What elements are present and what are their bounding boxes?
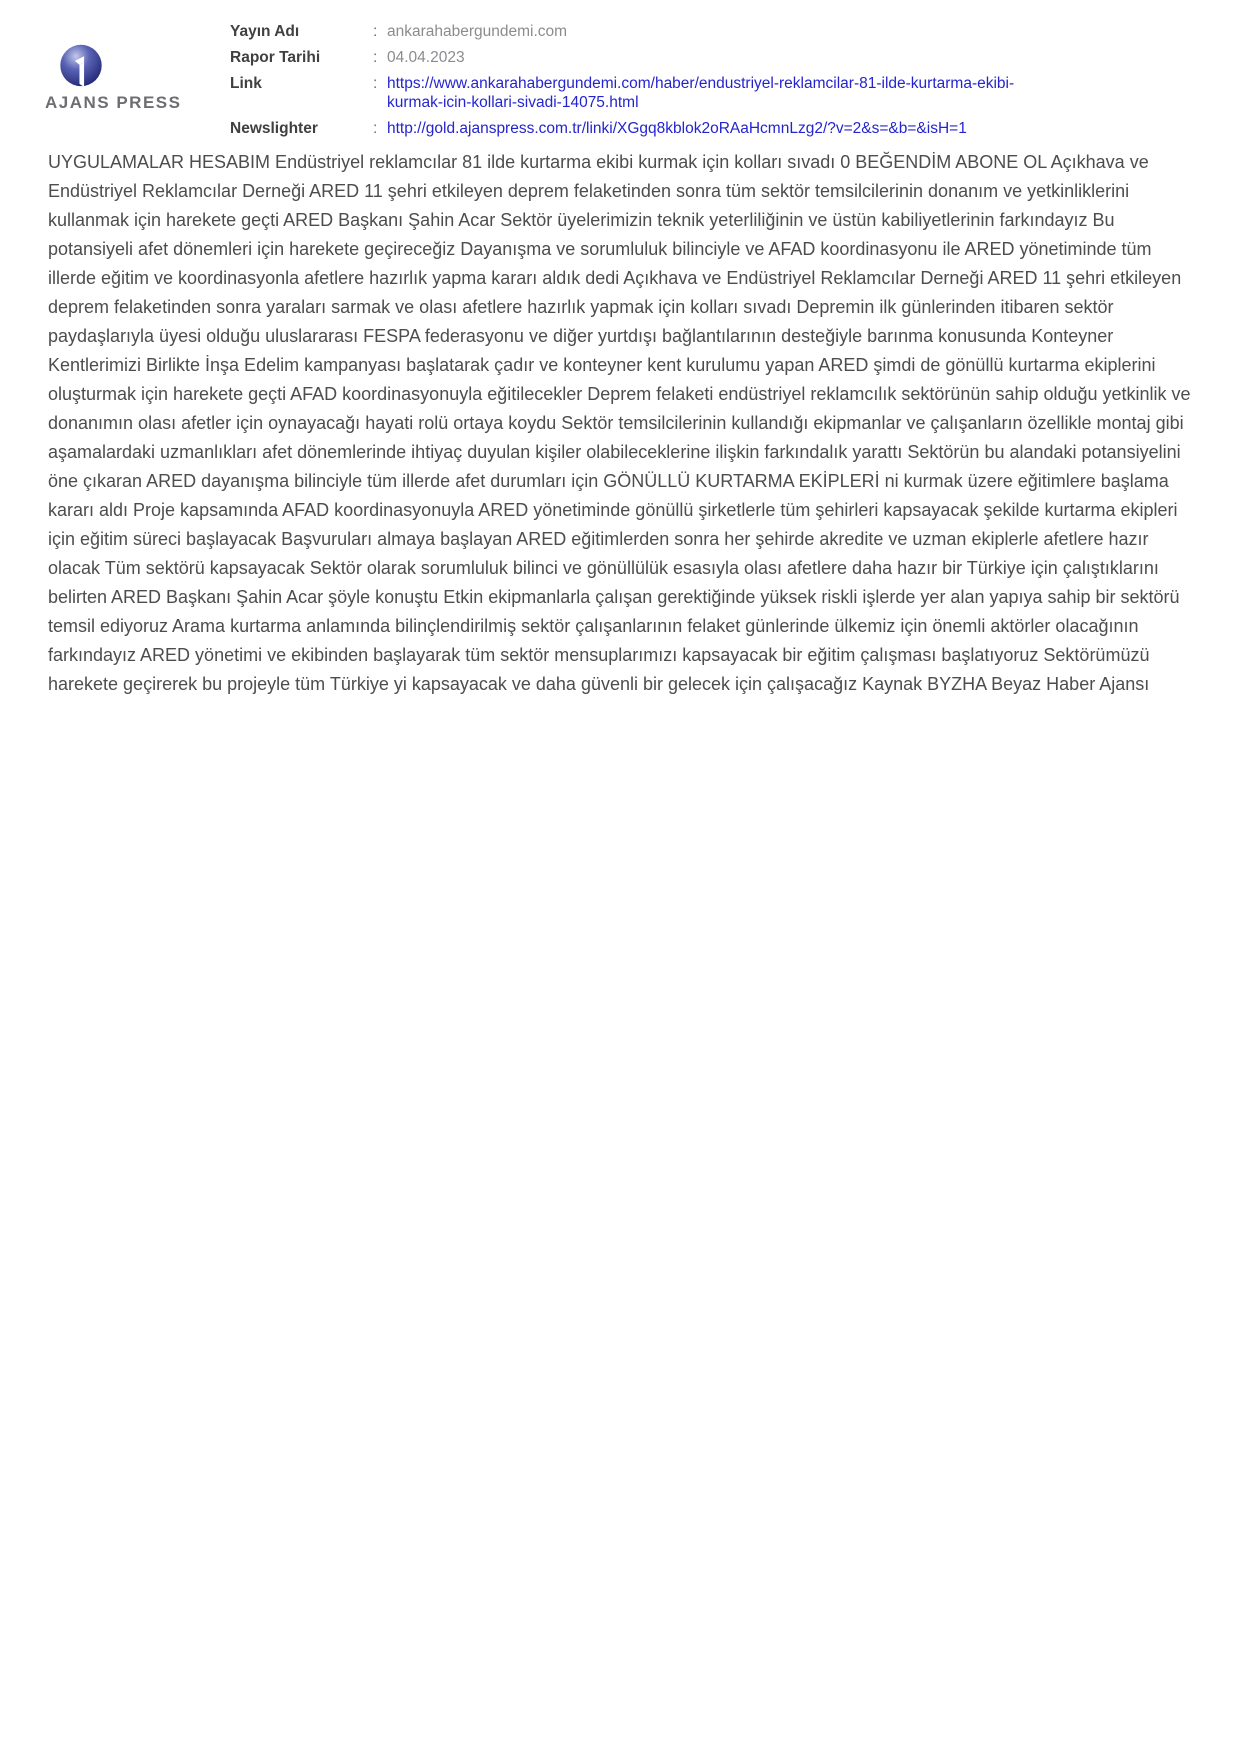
meta-separator: : (373, 23, 378, 40)
meta-row-link (230, 74, 1130, 112)
meta-separator: : (373, 49, 378, 66)
meta-row-rapor-tarihi (230, 48, 1130, 67)
newslighter-url-link[interactable]: http://gold.ajanspress.com.tr/linki/XGgq8kblok2oRAaHcmnLzg2/?v=2&s=&b=&isH=1 (387, 120, 967, 137)
meta-label-yayin-adi: Yayın Adı (230, 23, 300, 40)
meta-row-yayin-adi (230, 22, 1130, 41)
ajans-press-logo (45, 44, 205, 113)
article-section (48, 148, 1196, 699)
meta-row-newslighter (230, 119, 1130, 138)
meta-separator: : (373, 75, 378, 92)
meta-label-rapor-tarihi: Rapor Tarihi (230, 49, 321, 66)
meta-separator: : (373, 120, 378, 137)
meta-label-newslighter: Newslighter (230, 120, 318, 137)
brand-name: AJANS PRESS (45, 93, 182, 112)
article-url-link[interactable]: https://www.ankarahabergundemi.com/haber/endustriyel-reklamcilar-81-ilde-kurtarma-ekibi-kurmak-icin-kollari-sivadi-14075.html (387, 75, 1015, 111)
report-meta (230, 22, 1130, 145)
article-body: UYGULAMALAR HESABIM Endüstriyel reklamcılar 81 ilde kurtarma ekibi kurmak için kolları sıvadı 0 BEĞENDİM ABONE OL Açıkhava ve Endüstriyel Reklamcılar Derneği ARED 11 şehri etkileyen deprem felaketinden sonra tüm sektör temsilcilerinin donanım ve yetkinliklerini kullanmak için harekete geçti ARED Başkanı Şahin Acar Sektör üyelerimizin teknik yeterliliğinin ve üstün kabiliyetlerinin farkındayız Bu potansiyeli afet dönemleri için harekete geçireceğiz Dayanışma ve sorumluluk bilinciyle ve AFAD koordinasyonu ile ARED yönetiminde tüm illerde eğitim ve koordinasyonla afetlere hazırlık yapma kararı aldık dedi Açıkhava ve Endüstriyel Reklamcılar Derneği ARED 11 şehri etkileyen deprem felaketinden sonra yaraları sarmak ve olası afetlere hazırlık yapmak için kolları sıvadı Depremin ilk günlerinden itibaren sektör paydaşlarıyla üyesi olduğu uluslararası FESPA federasyonu ve diğer yurtdışı bağlantılarının desteğiyle barınma konusunda Konteyner Kentlerimizi Birlikte İnşa Edelim kampanyası başlatarak çadır ve konteyner kent kurulumu yapan ARED şimdi de gönüllü kurtarma ekiplerini oluşturmak için harekete geçti AFAD koordinasyonuyla eğitilecekler Deprem felaketi endüstriyel reklamcılık sektörünün sahip olduğu yetkinlik ve donanımın olası afetler için oynayacağı hayati rolü ortaya koydu Sektör temsilcilerinin kullandığı ekipmanlar ve çalışanların özellikle montaj gibi aşamalardaki uzmanlıkları afet dönemlerinde ihtiyaç duyulan kişiler olabileceklerine ilişkin farkındalık yarattı Sektörün bu alandaki potansiyelini öne çıkaran ARED dayanışma bilinciyle tüm illerde afet durumları için GÖNÜLLÜ KURTARMA EKİPLERİ ni kurmak üzere eğitimlere başlama kararı aldı Proje kapsamında AFAD koordinasyonuyla ARED yönetiminde gönüllü şirketlerle tüm şehirleri kapsayacak şekilde kurtarma ekipleri için eğitim süreci başlayacak Başvuruları almaya başlayan ARED eğitimlerden sonra her şehirde akredite ve uzman ekiplerle afetlere hazır olacak Tüm sektörü kapsayacak Sektör olarak sorumluluk bilinci ve gönüllülük esasıyla olası afetlere daha hazır bir Türkiye için çalıştıklarını belirten ARED Başkanı Şahin Acar şöyle konuştu Etkin ekipmanlarla çalışan gerektiğinde yüksek riskli işlerde yer alan yapıya sahip bir sektörü temsil ediyoruz Arama kurtarma anlamında bilinçlendirilmiş sektör çalışanlarının felaket günlerinde ülkemiz için önemli aktörler olacağının farkındayız ARED yönetimi ve ekibinden başlayarak tüm sektör mensuplarımızı kapsayacak bir eğitim çalışması başlatıyoruz Sektörümüzü harekete geçirerek bu projeyle tüm Türkiye yi kapsayacak ve daha güvenli bir gelecek için çalışacağız Kaynak BYZHA Beyaz Haber Ajansı (48, 152, 1191, 694)
ajans-press-globe-icon (58, 44, 104, 90)
meta-label-link: Link (230, 75, 262, 92)
meta-value-publication-name: ankarahabergundemi.com (387, 23, 568, 40)
meta-value-report-date: 04.04.2023 (387, 49, 465, 66)
